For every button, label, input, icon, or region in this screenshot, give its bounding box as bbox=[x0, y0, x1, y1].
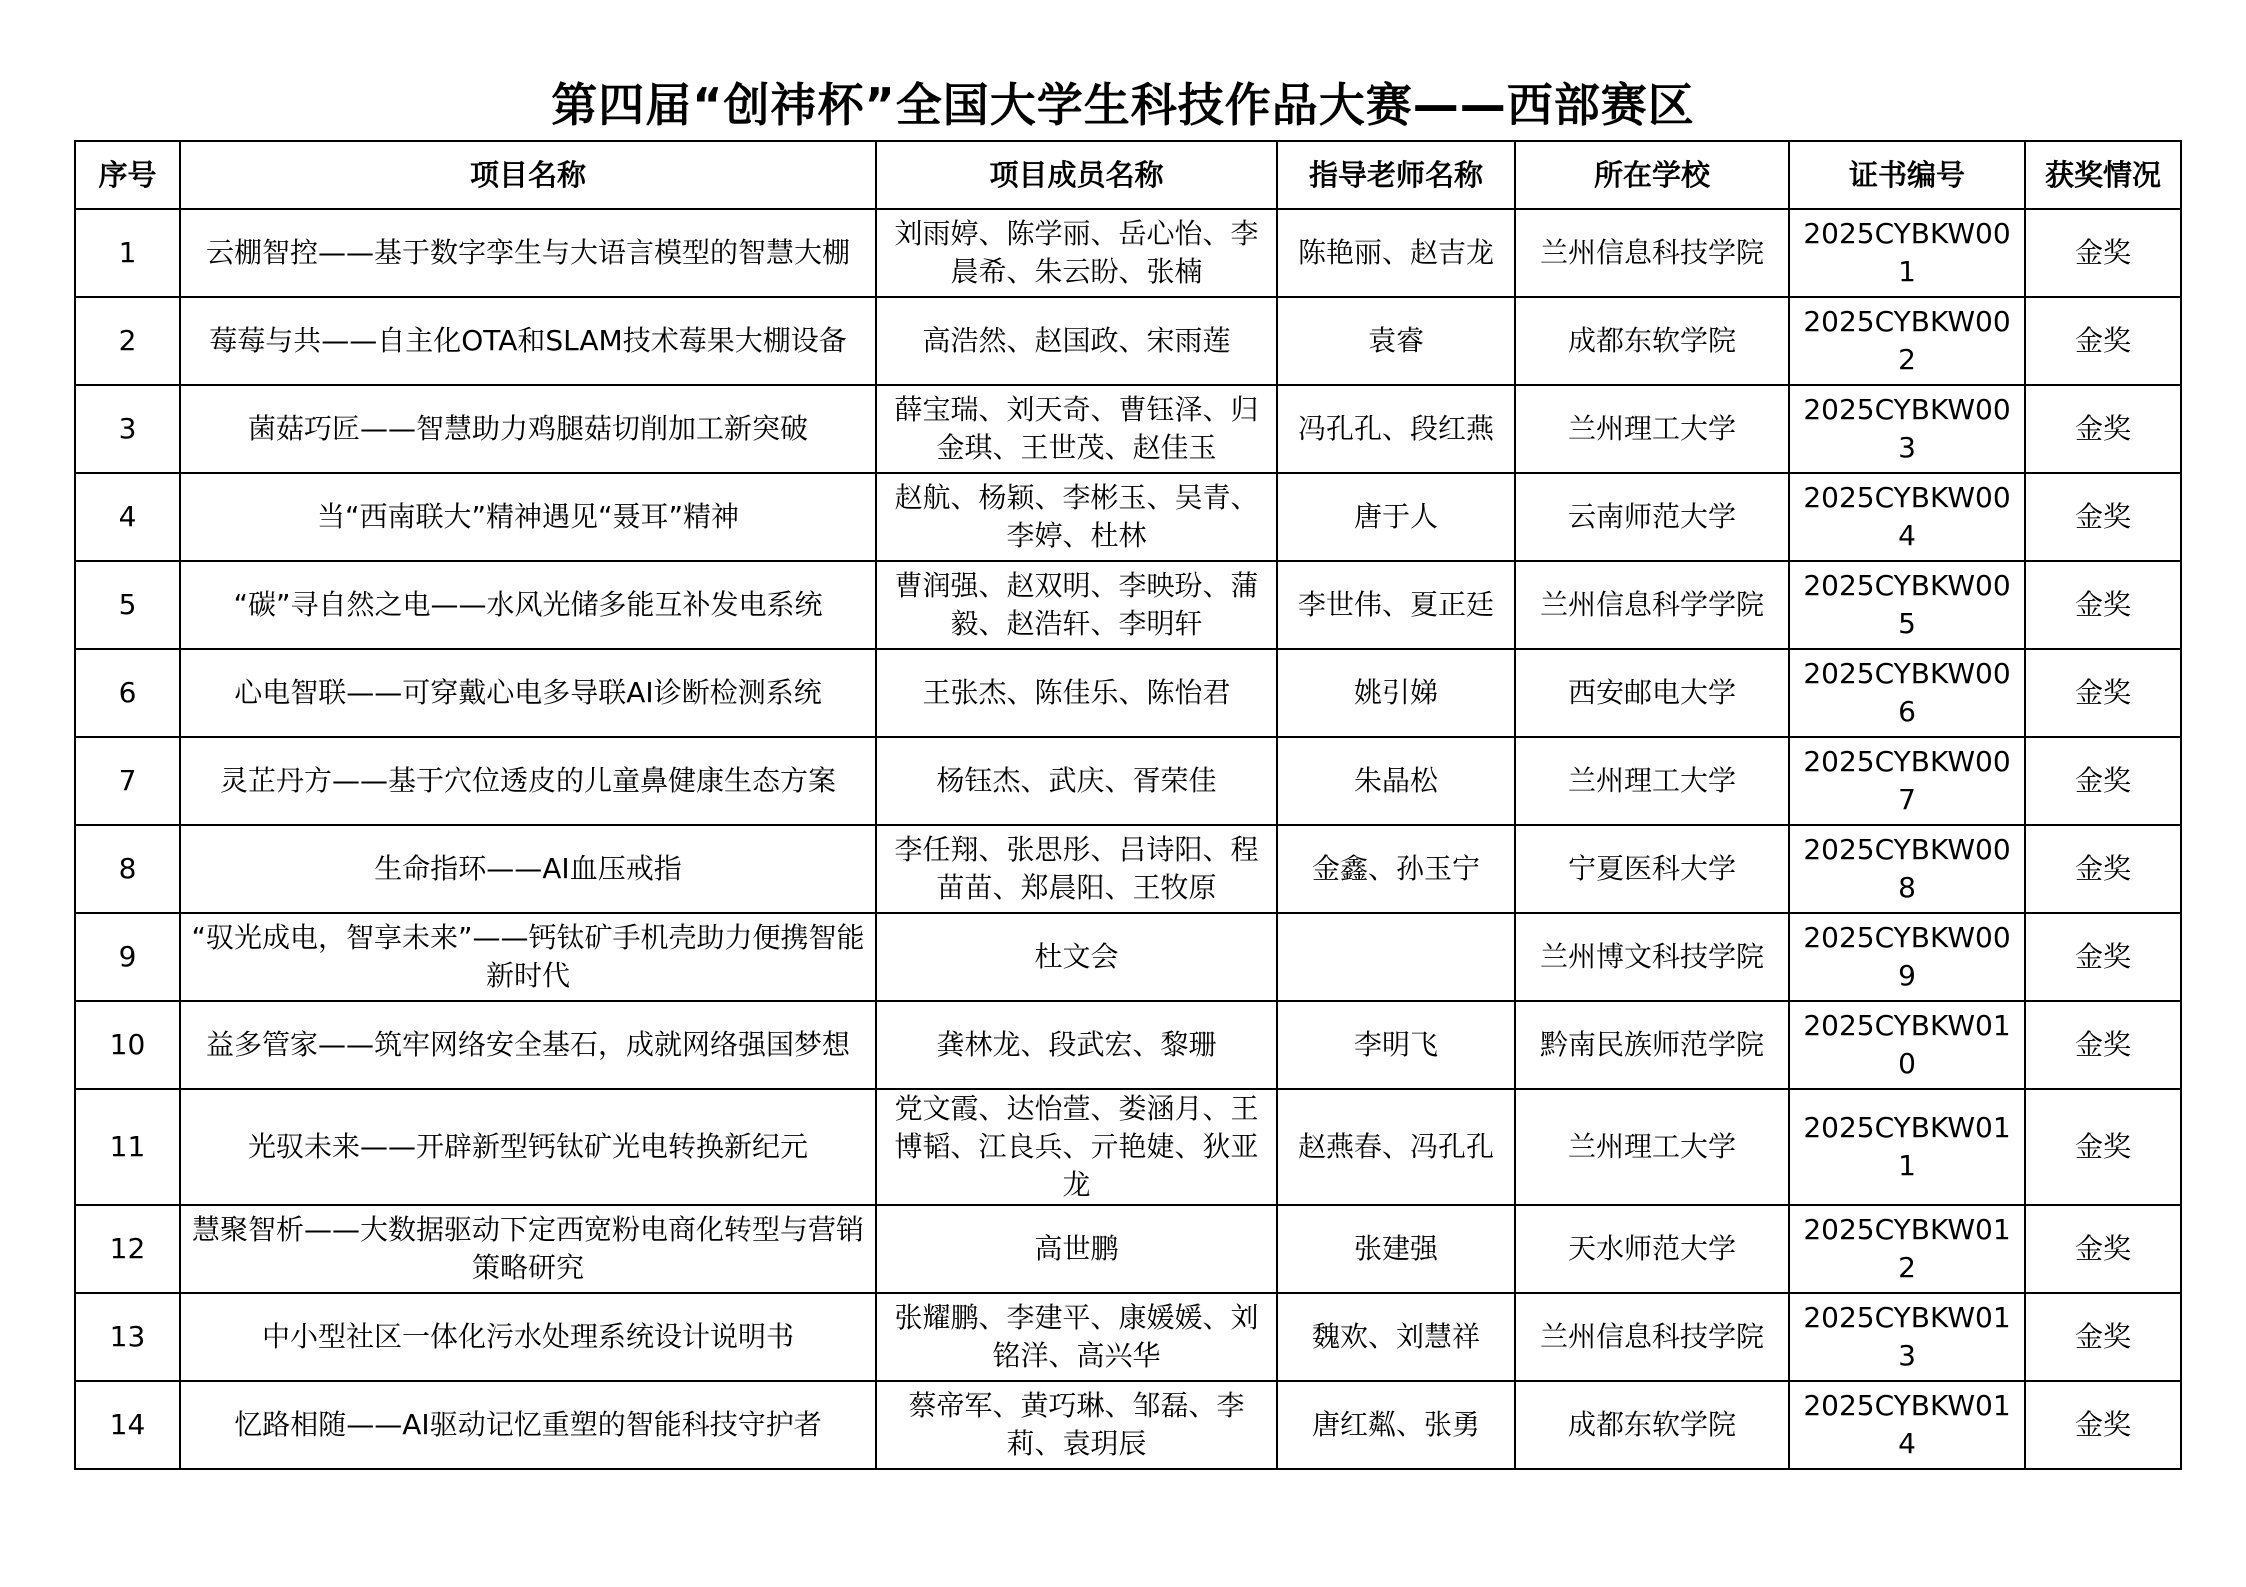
cell-award: 金奖 bbox=[2025, 1001, 2181, 1089]
cell-no: 7 bbox=[75, 737, 180, 825]
cell-award: 金奖 bbox=[2025, 385, 2181, 473]
cell-advisor: 张建强 bbox=[1277, 1205, 1515, 1293]
table-row bbox=[75, 297, 2181, 385]
cell-school: 宁夏医科大学 bbox=[1515, 825, 1789, 913]
cell-cert: 2025CYBKW006 bbox=[1789, 649, 2025, 737]
cell-no: 1 bbox=[75, 209, 180, 297]
cell-advisor: 冯孔孔、段红燕 bbox=[1277, 385, 1515, 473]
cell-cert: 2025CYBKW008 bbox=[1789, 825, 2025, 913]
cell-advisor bbox=[1277, 913, 1515, 1001]
cell-award: 金奖 bbox=[2025, 737, 2181, 825]
table-row bbox=[75, 1001, 2181, 1089]
cell-members: 高浩然、赵国政、宋雨莲 bbox=[876, 297, 1277, 385]
cell-cert: 2025CYBKW002 bbox=[1789, 297, 2025, 385]
cell-project: 忆路相随——AI驱动记忆重塑的智能科技守护者 bbox=[180, 1381, 876, 1469]
table-row bbox=[75, 1205, 2181, 1293]
cell-project: “碳”寻自然之电——水风光储多能互补发电系统 bbox=[180, 561, 876, 649]
cell-no: 4 bbox=[75, 473, 180, 561]
cell-school: 云南师范大学 bbox=[1515, 473, 1789, 561]
cell-no: 6 bbox=[75, 649, 180, 737]
cell-members: 刘雨婷、陈学丽、岳心怡、李晨希、朱云盼、张楠 bbox=[876, 209, 1277, 297]
document-title: 第四届“创祎杯”全国大学生科技作品大赛——西部赛区 bbox=[551, 78, 1695, 132]
cell-cert: 2025CYBKW004 bbox=[1789, 473, 2025, 561]
cell-advisor: 陈艳丽、赵吉龙 bbox=[1277, 209, 1515, 297]
cell-award: 金奖 bbox=[2025, 297, 2181, 385]
cell-no: 11 bbox=[75, 1089, 180, 1205]
cell-advisor: 姚引娣 bbox=[1277, 649, 1515, 737]
cell-advisor: 唐红粼、张勇 bbox=[1277, 1381, 1515, 1469]
table-row bbox=[75, 473, 2181, 561]
header-cert: 证书编号 bbox=[1789, 141, 2025, 209]
cell-award: 金奖 bbox=[2025, 1205, 2181, 1293]
cell-members: 杨钰杰、武庆、胥荣佳 bbox=[876, 737, 1277, 825]
awards-table bbox=[74, 140, 2182, 1470]
cell-project: “驭光成电，智享未来”——钙钛矿手机壳助力便携智能新时代 bbox=[180, 913, 876, 1001]
cell-project: 云棚智控——基于数字孪生与大语言模型的智慧大棚 bbox=[180, 209, 876, 297]
cell-school: 西安邮电大学 bbox=[1515, 649, 1789, 737]
cell-project: 光驭未来——开辟新型钙钛矿光电转换新纪元 bbox=[180, 1089, 876, 1205]
cell-advisor: 袁睿 bbox=[1277, 297, 1515, 385]
table-row bbox=[75, 385, 2181, 473]
header-award: 获奖情况 bbox=[2025, 141, 2181, 209]
cell-project: 中小型社区一体化污水处理系统设计说明书 bbox=[180, 1293, 876, 1381]
cell-award: 金奖 bbox=[2025, 209, 2181, 297]
table-row bbox=[75, 1381, 2181, 1469]
cell-award: 金奖 bbox=[2025, 913, 2181, 1001]
cell-school: 兰州理工大学 bbox=[1515, 737, 1789, 825]
header-school: 所在学校 bbox=[1515, 141, 1789, 209]
cell-advisor: 唐于人 bbox=[1277, 473, 1515, 561]
cell-cert: 2025CYBKW003 bbox=[1789, 385, 2025, 473]
cell-school: 兰州信息科技学院 bbox=[1515, 209, 1789, 297]
cell-advisor: 朱晶松 bbox=[1277, 737, 1515, 825]
cell-members: 薛宝瑞、刘天奇、曹钰泽、归金琪、王世茂、赵佳玉 bbox=[876, 385, 1277, 473]
header-row bbox=[75, 141, 2181, 209]
table-row bbox=[75, 209, 2181, 297]
cell-no: 10 bbox=[75, 1001, 180, 1089]
cell-project: 益多管家——筑牢网络安全基石，成就网络强国梦想 bbox=[180, 1001, 876, 1089]
table-row bbox=[75, 649, 2181, 737]
cell-cert: 2025CYBKW007 bbox=[1789, 737, 2025, 825]
header-no: 序号 bbox=[75, 141, 180, 209]
cell-advisor: 金鑫、孙玉宁 bbox=[1277, 825, 1515, 913]
cell-advisor: 赵燕春、冯孔孔 bbox=[1277, 1089, 1515, 1205]
table-row bbox=[75, 1089, 2181, 1205]
cell-school: 兰州信息科学学院 bbox=[1515, 561, 1789, 649]
cell-no: 8 bbox=[75, 825, 180, 913]
cell-school: 成都东软学院 bbox=[1515, 1381, 1789, 1469]
cell-advisor: 魏欢、刘慧祥 bbox=[1277, 1293, 1515, 1381]
cell-project: 当“西南联大”精神遇见“聂耳”精神 bbox=[180, 473, 876, 561]
table-row bbox=[75, 737, 2181, 825]
cell-project: 慧聚智析——大数据驱动下定西宽粉电商化转型与营销策略研究 bbox=[180, 1205, 876, 1293]
table-row bbox=[75, 825, 2181, 913]
cell-award: 金奖 bbox=[2025, 1381, 2181, 1469]
cell-members: 张耀鹏、李建平、康媛媛、刘铭洋、高兴华 bbox=[876, 1293, 1277, 1381]
cell-award: 金奖 bbox=[2025, 1089, 2181, 1205]
cell-members: 李任翔、张思彤、吕诗阳、程苗苗、郑晨阳、王牧原 bbox=[876, 825, 1277, 913]
cell-advisor: 李明飞 bbox=[1277, 1001, 1515, 1089]
cell-members: 高世鹏 bbox=[876, 1205, 1277, 1293]
cell-members: 党文霞、达怡萱、娄涵月、王博韬、江良兵、亓艳婕、狄亚龙 bbox=[876, 1089, 1277, 1205]
cell-members: 赵航、杨颖、李彬玉、吴青、李婷、杜林 bbox=[876, 473, 1277, 561]
cell-project: 菌菇巧匠——智慧助力鸡腿菇切削加工新突破 bbox=[180, 385, 876, 473]
cell-no: 2 bbox=[75, 297, 180, 385]
cell-school: 天水师范大学 bbox=[1515, 1205, 1789, 1293]
cell-school: 兰州信息科技学院 bbox=[1515, 1293, 1789, 1381]
cell-cert: 2025CYBKW009 bbox=[1789, 913, 2025, 1001]
cell-members: 王张杰、陈佳乐、陈怡君 bbox=[876, 649, 1277, 737]
cell-members: 蔡帝军、黄巧琳、邹磊、李莉、袁玥辰 bbox=[876, 1381, 1277, 1469]
cell-school: 兰州理工大学 bbox=[1515, 385, 1789, 473]
cell-advisor: 李世伟、夏正廷 bbox=[1277, 561, 1515, 649]
cell-cert: 2025CYBKW001 bbox=[1789, 209, 2025, 297]
cell-no: 9 bbox=[75, 913, 180, 1001]
cell-project: 生命指环——AI血压戒指 bbox=[180, 825, 876, 913]
cell-no: 13 bbox=[75, 1293, 180, 1381]
header-project: 项目名称 bbox=[180, 141, 876, 209]
header-members: 项目成员名称 bbox=[876, 141, 1277, 209]
cell-project: 灵芷丹方——基于穴位透皮的儿童鼻健康生态方案 bbox=[180, 737, 876, 825]
cell-school: 兰州博文科技学院 bbox=[1515, 913, 1789, 1001]
cell-cert: 2025CYBKW014 bbox=[1789, 1381, 2025, 1469]
cell-cert: 2025CYBKW012 bbox=[1789, 1205, 2025, 1293]
cell-award: 金奖 bbox=[2025, 561, 2181, 649]
header-advisor: 指导老师名称 bbox=[1277, 141, 1515, 209]
cell-award: 金奖 bbox=[2025, 473, 2181, 561]
cell-school: 兰州理工大学 bbox=[1515, 1089, 1789, 1205]
cell-project: 心电智联——可穿戴心电多导联AI诊断检测系统 bbox=[180, 649, 876, 737]
cell-cert: 2025CYBKW005 bbox=[1789, 561, 2025, 649]
cell-no: 3 bbox=[75, 385, 180, 473]
cell-school: 黔南民族师范学院 bbox=[1515, 1001, 1789, 1089]
table-row bbox=[75, 561, 2181, 649]
cell-members: 杜文会 bbox=[876, 913, 1277, 1001]
cell-no: 12 bbox=[75, 1205, 180, 1293]
cell-no: 14 bbox=[75, 1381, 180, 1469]
cell-award: 金奖 bbox=[2025, 649, 2181, 737]
table-row bbox=[75, 913, 2181, 1001]
cell-project: 莓莓与共——自主化OTA和SLAM技术莓果大棚设备 bbox=[180, 297, 876, 385]
cell-cert: 2025CYBKW011 bbox=[1789, 1089, 2025, 1205]
cell-cert: 2025CYBKW013 bbox=[1789, 1293, 2025, 1381]
cell-award: 金奖 bbox=[2025, 1293, 2181, 1381]
cell-members: 曹润强、赵双明、李映玢、蒲毅、赵浩轩、李明轩 bbox=[876, 561, 1277, 649]
cell-award: 金奖 bbox=[2025, 825, 2181, 913]
table-row bbox=[75, 1293, 2181, 1381]
cell-members: 龚林龙、段武宏、黎珊 bbox=[876, 1001, 1277, 1089]
cell-cert: 2025CYBKW010 bbox=[1789, 1001, 2025, 1089]
cell-school: 成都东软学院 bbox=[1515, 297, 1789, 385]
cell-no: 5 bbox=[75, 561, 180, 649]
